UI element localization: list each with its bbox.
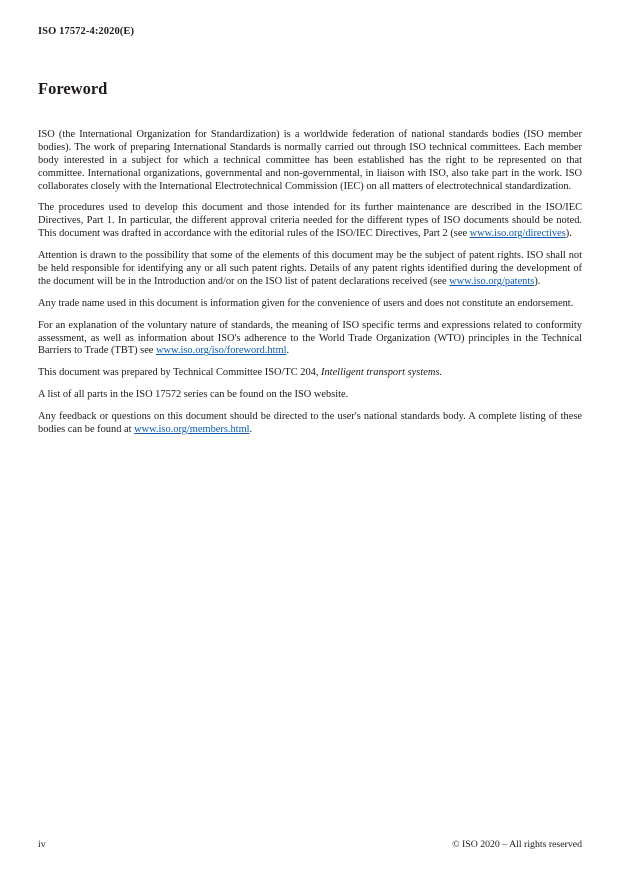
- paragraph-text: A list of all parts in the ISO 17572 series can be found on the ISO website.: [38, 389, 349, 401]
- paragraph-text: ).: [534, 275, 541, 287]
- paragraph-voluntary-nature: [38, 320, 582, 359]
- paragraph-text: For an explanation of the voluntary nature of standards, the meaning of ISO specific terms and expressions related to conformity assessment, as well as information about ISO's adherence to the World Trade Organization (WTO) principles in the Technical Barriers to Trade (TBT) see: [38, 319, 582, 357]
- page-footer: [38, 839, 582, 850]
- paragraph-text: .: [439, 367, 442, 379]
- footer-copyright: © ISO 2020 – All rights reserved: [452, 839, 582, 850]
- link-iso-foreword[interactable]: www.iso.org/iso/foreword.html: [156, 345, 287, 357]
- paragraph-text: .: [286, 345, 290, 357]
- link-iso-directives[interactable]: www.iso.org/directives: [469, 228, 566, 240]
- paragraph-text: Attention is drawn to the possibility that some of the elements of this document may be the subject of patent rights. ISO shall not be held responsible for identifying any or all such patent rights. Details of any patent rights identified during the development of the document will be in the Introduction and/or on the ISO list of patent declarations received (see: [38, 250, 582, 287]
- paragraph-iso-federation: [38, 129, 582, 193]
- paragraph-text: ISO (the International Organization for Standardization) is a worldwide federation of national standards bodies (ISO member bodies). The work of preparing International Standards is normally carried out through ISO technical committees. Each member body interested in a subject for which a technical committee has been established has the right to be represented on that committee. International organizations, governmental and non-governmental, in liaison with ISO, also take part in the work. ISO collaborates closely with the International Electrotechnical Commission (IEC) on all matters of electrotechnical standardization.: [38, 129, 582, 192]
- paragraph-text: ).: [565, 228, 572, 240]
- link-iso-patents[interactable]: www.iso.org/patents: [449, 275, 535, 287]
- paragraph-procedures: [38, 202, 582, 241]
- paragraph-text: This document was prepared by Technical Committee ISO/TC 204,: [38, 367, 322, 379]
- committee-subject-title: Intelligent transport systems: [321, 367, 440, 379]
- document-body: [38, 129, 582, 437]
- footer-page-number: iv: [38, 839, 46, 850]
- link-iso-members[interactable]: www.iso.org/members.html: [134, 424, 250, 436]
- paragraph-trade-name: [38, 298, 582, 311]
- paragraph-feedback: [38, 411, 582, 437]
- paragraph-text: .: [249, 424, 253, 436]
- paragraph-series-list: [38, 389, 582, 402]
- paragraph-patent-rights: [38, 250, 582, 289]
- paragraph-text: The procedures used to develop this document and those intended for its further maintenance are described in the ISO/IEC Directives, Part 1. In particular, the different approval criteria needed for the different types of ISO documents should be noted. This document was drafted in accordance with the editorial rules of the ISO/IEC Directives, Part 2 (see: [38, 202, 582, 240]
- paragraph-technical-committee: [38, 367, 582, 380]
- paragraph-text: Any trade name used in this document is information given for the convenience of users and does not constitute an endorsement.: [38, 297, 574, 309]
- document-reference: ISO 17572-4:2020(E): [38, 26, 135, 37]
- paragraph-text: Any feedback or questions on this document should be directed to the user's national standards body. A complete listing of these bodies can be found at: [38, 411, 582, 436]
- page-title: Foreword: [38, 79, 108, 98]
